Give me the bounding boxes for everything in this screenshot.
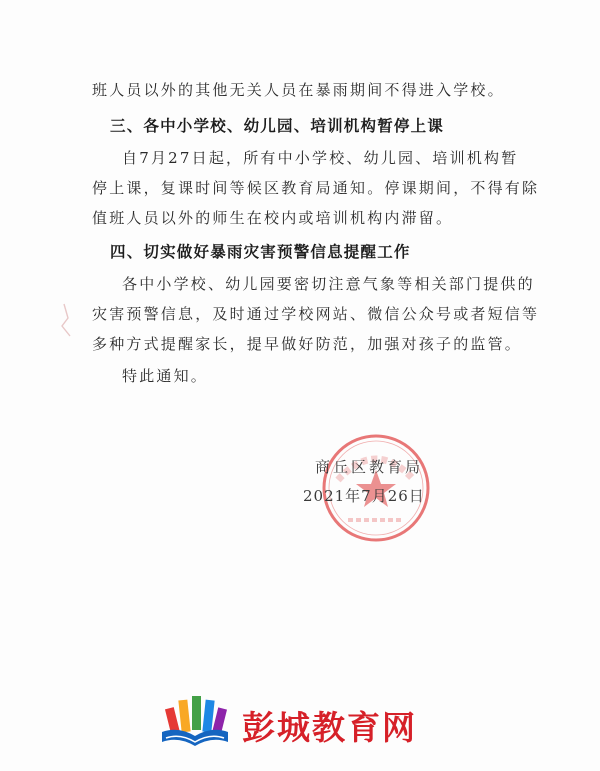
- body-line-5: 各中小学校、幼儿园要密切注意气象等相关部门提供的: [122, 275, 535, 293]
- body-line-6: 灾害预警信息，及时通过学校网站、微信公众号或者短信等: [92, 305, 540, 323]
- body-line-1: 班人员以外的其他无关人员在暴雨期间不得进入学校。: [92, 81, 505, 99]
- section-heading-4: 四、切实做好暴雨灾害预警信息提醒工作: [110, 243, 411, 261]
- margin-mark-icon: [58, 300, 80, 340]
- body-line-7: 多种方式提醒家长，提早做好防范，加强对孩子的监管。: [92, 335, 523, 353]
- body-line-3: 停上课，复课时间等候区教育局通知。停课期间，不得有除: [92, 179, 540, 197]
- signature-date: 2021年7月26日: [303, 487, 425, 505]
- site-logo[interactable]: [158, 692, 458, 752]
- site-logo-text: 彭城教育网: [242, 708, 417, 747]
- body-line-4: 值班人员以外的师生在校内或培训机构内滞留。: [92, 209, 454, 227]
- signature-organization: 商丘区教育局: [315, 458, 424, 476]
- closing-line: 特此通知。: [122, 367, 209, 385]
- body-line-2: 自7月27日起，所有中小学校、幼儿园、培训机构暂: [122, 149, 519, 167]
- book-logo-icon: [158, 692, 232, 752]
- section-heading-3: 三、各中小学校、幼儿园、培训机构暂停上课: [110, 117, 445, 135]
